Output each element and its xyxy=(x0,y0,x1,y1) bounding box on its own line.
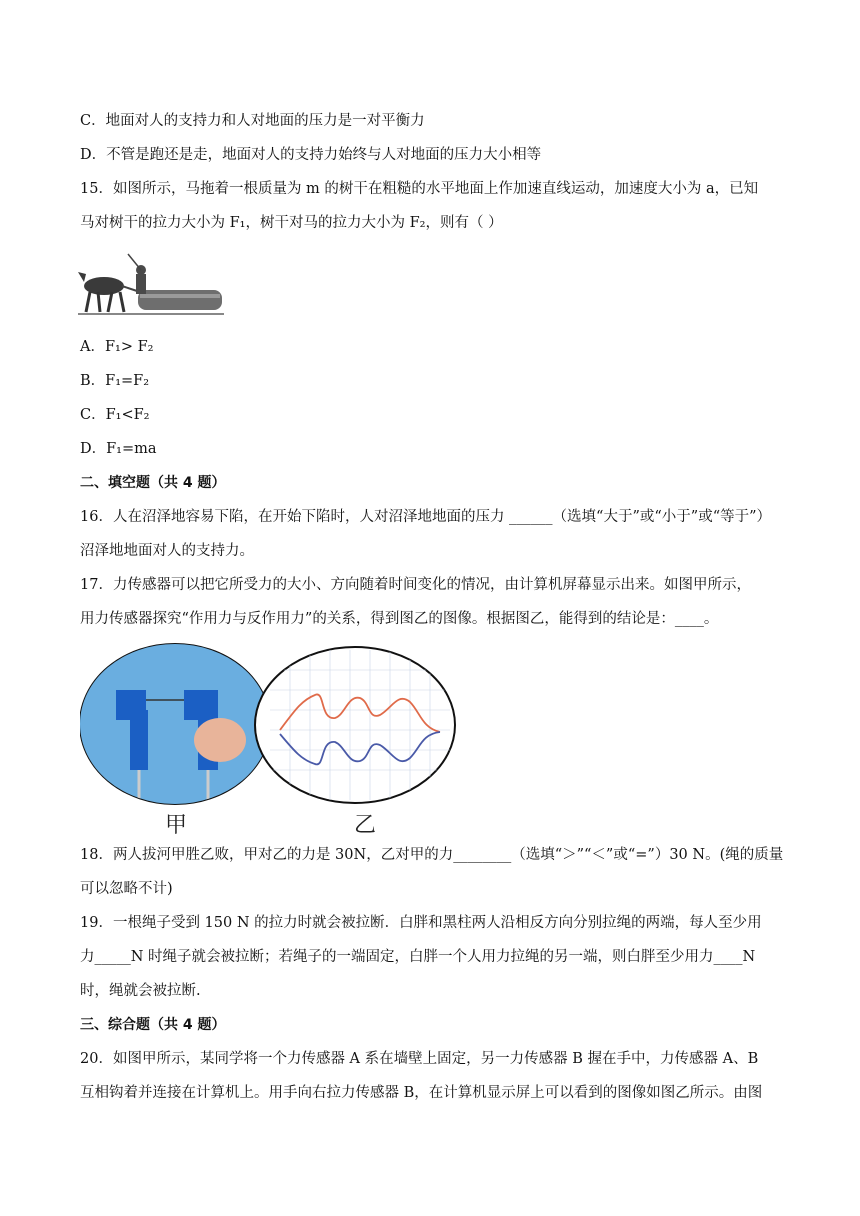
question-16-line2: 沼泽地地面对人的支持力。 xyxy=(80,543,254,559)
question-19-line1: 19．一根绳子受到 150 N 的拉力时就会被拉断．白胖和黑柱两人沿相反方向分别拉绳的两端，每人至少用 xyxy=(80,915,762,931)
caption-yi: 乙 xyxy=(354,813,377,838)
question-15-line2: 马对树干的拉力大小为 F₁，树干对马的拉力大小为 F₂，则有（ ） xyxy=(80,215,503,231)
question-19-line3: 时，绳就会被拉断. xyxy=(80,983,201,999)
question-18-line1: 18．两人拔河甲胜乙败，甲对乙的力是 30N，乙对甲的力________（选填“＞”“＜”或“=”）30 N。(绳的质量 xyxy=(80,847,784,863)
question-20-line2: 互相钩着并连接在计算机上。用手向右拉力传感器 B，在计算机显示屏上可以看到的图像如图乙所示。由图 xyxy=(80,1085,763,1101)
question-17-line1: 17．力传感器可以把它所受力的大小、方向随着时间变化的情况，由计算机屏幕显示出来。如图甲所示， xyxy=(80,577,751,593)
horse-log-figure xyxy=(78,252,224,320)
option-c-q15: C．F₁<F₂ xyxy=(80,407,150,423)
option-d-q14: D．不管是跑还是走，地面对人的支持力始终与人对地面的压力大小相等 xyxy=(80,147,542,163)
question-17-line2: 用力传感器探究“作用力与反作用力”的关系，得到图乙的图像。根据图乙，能得到的结论是：____。 xyxy=(80,611,719,627)
option-a-q15: A．F₁> F₂ xyxy=(80,339,154,355)
section-3-heading: 三、综合题（共 4 题） xyxy=(80,1017,226,1033)
caption-jia: 甲 xyxy=(165,813,188,838)
question-16-line1: 16．人在沼泽地容易下陷，在开始下陷时，人对沼泽地地面的压力 ______（选填“大于”或“小于”或“等于”） xyxy=(80,509,772,525)
force-sensor-figure xyxy=(80,640,480,810)
question-18-line2: 可以忽略不计) xyxy=(80,881,173,897)
question-15-line1: 15．如图所示，马拖着一根质量为 m 的树干在粗糙的水平地面上作加速直线运动，加速度大小为 a，已知 xyxy=(80,181,759,197)
option-c-q14: C．地面对人的支持力和人对地面的压力是一对平衡力 xyxy=(80,113,425,129)
question-20-line1: 20．如图甲所示，某同学将一个力传感器 A 系在墙壁上固定，另一力传感器 B 握在手中，力传感器 A、B xyxy=(80,1051,759,1067)
section-2-heading: 二、填空题（共 4 题） xyxy=(80,475,226,491)
option-d-q15: D．F₁=ma xyxy=(80,441,157,457)
option-b-q15: B．F₁=F₂ xyxy=(80,373,150,389)
question-19-line2: 力_____N 时绳子就会被拉断；若绳子的一端固定，白胖一个人用力拉绳的另一端，则白胖至少用力____N xyxy=(80,949,756,965)
